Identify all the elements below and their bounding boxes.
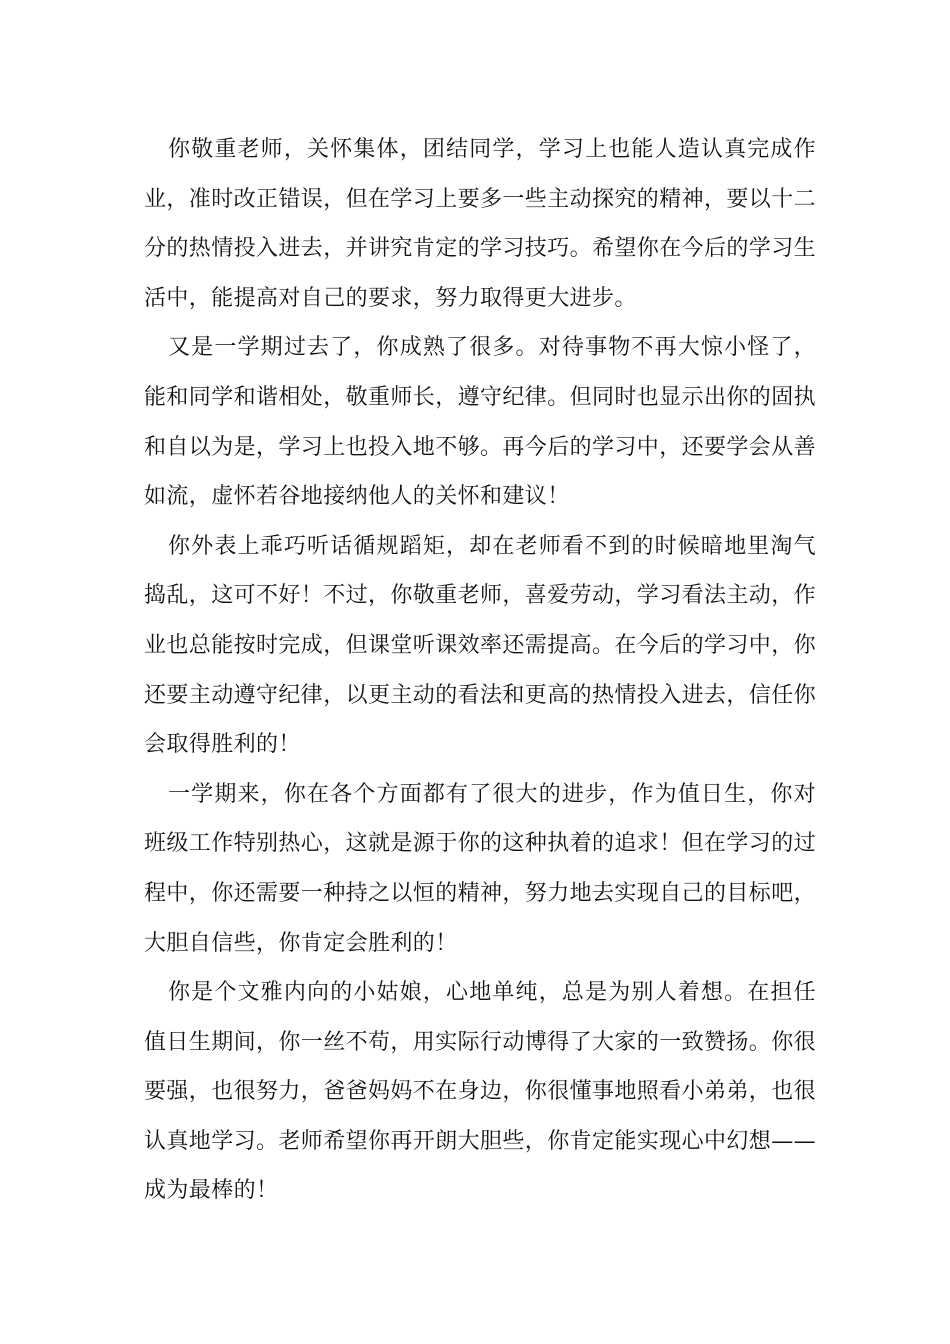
comment-paragraph-3: 你外表上乖巧听话循规蹈矩，却在老师看不到的时候暗地里淘气捣乱，这可不好！不过，你敬重老师，喜爱劳动，学习看法主动，作业也总能按时完成，但课堂听课效率还需提高。在今后的学习中，你还要主动遵守纪律，以更主动的看法和更高的热情投入进去，信任你会取得胜利的！ [144,533,817,758]
comment-paragraph-1: 你敬重老师，关怀集体，团结同学，学习上也能人造认真完成作业，准时改正错误，但在学习上要多一些主动探究的精神，要以十二分的热情投入进去，并讲究肯定的学习技巧。希望你在今后的学习生活中，能提高对自己的要求，努力取得更大进步。 [144,137,817,311]
comment-paragraph-4: 一学期来，你在各个方面都有了很大的进步，作为值日生，你对班级工作特别热心，这就是源于你的这种执着的追求！但在学习的过程中，你还需要一种持之以恒的精神，努力地去实现自己的目标吧，大胆自信些，你肯定会胜利的！ [144,781,817,956]
comment-paragraph-5: 你是个文雅内向的小姑娘，心地单纯，总是为别人着想。在担任值日生期间，你一丝不苟，用实际行动博得了大家的一致赞扬。你很要强，也很努力，爸爸妈妈不在身边，你很懂事地照看小弟弟，也很认真地学习。老师希望你再开朗大胆些，你肯定能实现心中幻想——成为最棒的！ [144,980,817,1204]
comment-paragraph-2: 又是一学期过去了，你成熟了很多。对待事物不再大惊小怪了，能和同学和谐相处，敬重师长，遵守纪律。但同时也显示出你的固执和自以为是，学习上也投入地不够。再今后的学习中，还要学会从善如流，虚怀若谷地接纳他人的关怀和建议！ [144,335,817,510]
document-body [144,125,816,1216]
